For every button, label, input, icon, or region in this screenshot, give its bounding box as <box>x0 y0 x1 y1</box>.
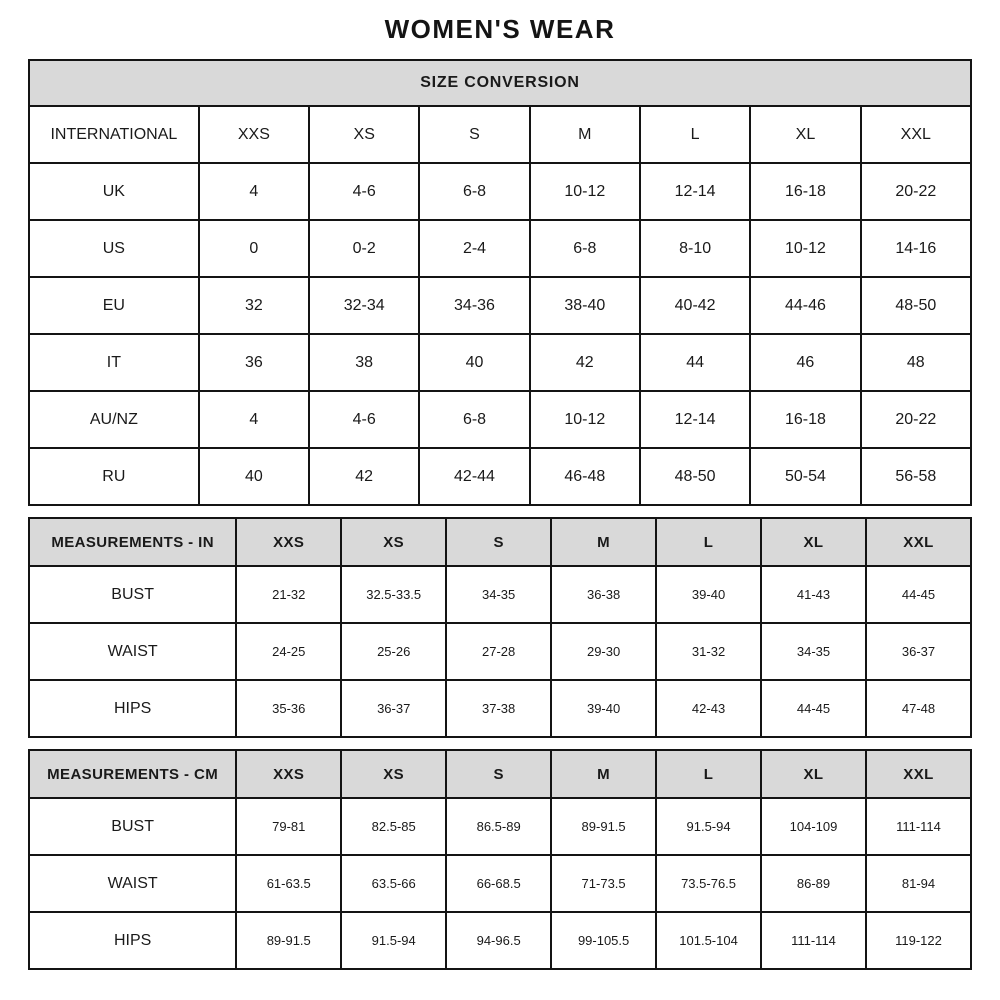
size-column-header: L <box>640 106 750 163</box>
table-cell: 71-73.5 <box>551 855 656 912</box>
row-label: WAIST <box>29 855 236 912</box>
size-column-header: XXL <box>861 106 971 163</box>
size_conversion-row <box>29 391 971 448</box>
table-cell: 10-12 <box>750 220 860 277</box>
table-cell: 63.5-66 <box>341 855 446 912</box>
table-cell: 0-2 <box>309 220 419 277</box>
size-column-header: S <box>446 750 551 798</box>
table-cell: 31-32 <box>656 623 761 680</box>
size-column-header: XXS <box>199 106 309 163</box>
table-cell: 34-35 <box>761 623 866 680</box>
table-cell: 119-122 <box>866 912 971 969</box>
table-cell: 24-25 <box>236 623 341 680</box>
table-cell: 16-18 <box>750 163 860 220</box>
table-cell: 36-37 <box>866 623 971 680</box>
table-cell: 41-43 <box>761 566 866 623</box>
row-label: US <box>29 220 199 277</box>
size-conversion-body <box>29 106 971 505</box>
size-column-header: XXS <box>236 518 341 566</box>
table-cell: 21-32 <box>236 566 341 623</box>
table-cell: 44 <box>640 334 750 391</box>
table-cell: 81-94 <box>866 855 971 912</box>
table-cell: 34-36 <box>419 277 529 334</box>
table-cell: 47-48 <box>866 680 971 737</box>
table-cell: 48-50 <box>861 277 971 334</box>
row-label: RU <box>29 448 199 505</box>
measurements-in-table <box>28 517 972 738</box>
table-cell: 91.5-94 <box>656 798 761 855</box>
table-cell: 4 <box>199 391 309 448</box>
size-conversion-banner-row <box>29 60 971 106</box>
table-cell: 42 <box>309 448 419 505</box>
table-cell: 44-46 <box>750 277 860 334</box>
table-cell: 48-50 <box>640 448 750 505</box>
table-cell: 86.5-89 <box>446 798 551 855</box>
table-cell: 40 <box>419 334 529 391</box>
size-column-header: XS <box>309 106 419 163</box>
table-title-cell: MEASUREMENTS - IN <box>29 518 236 566</box>
size-column-header: M <box>551 518 656 566</box>
table-cell: 99-105.5 <box>551 912 656 969</box>
table-cell: 50-54 <box>750 448 860 505</box>
table-cell: 10-12 <box>530 391 640 448</box>
row-label: EU <box>29 277 199 334</box>
size-column-header: M <box>551 750 656 798</box>
table-cell: 8-10 <box>640 220 750 277</box>
table-cell: 2-4 <box>419 220 529 277</box>
row-label: AU/NZ <box>29 391 199 448</box>
table-cell: 36-37 <box>341 680 446 737</box>
table-cell: 10-12 <box>530 163 640 220</box>
table-cell: 101.5-104 <box>656 912 761 969</box>
measurements-cm-body <box>29 750 971 969</box>
table-cell: 36-38 <box>551 566 656 623</box>
measurements_cm-row <box>29 855 971 912</box>
table-cell: 94-96.5 <box>446 912 551 969</box>
table-cell: 4-6 <box>309 391 419 448</box>
size-column-header: XL <box>750 106 860 163</box>
page-title: WOMEN'S WEAR <box>384 14 616 44</box>
size-column-header: XL <box>761 750 866 798</box>
size-column-header: L <box>656 518 761 566</box>
table-cell: 42-43 <box>656 680 761 737</box>
row-label: HIPS <box>29 912 236 969</box>
table-cell: 82.5-85 <box>341 798 446 855</box>
table-cell: 29-30 <box>551 623 656 680</box>
table-cell: 40-42 <box>640 277 750 334</box>
table-cell: 111-114 <box>866 798 971 855</box>
table-title-cell: INTERNATIONAL <box>29 106 199 163</box>
table-cell: 0 <box>199 220 309 277</box>
table-cell: 4 <box>199 163 309 220</box>
size-column-header: M <box>530 106 640 163</box>
row-label: UK <box>29 163 199 220</box>
measurements_cm-row <box>29 798 971 855</box>
table-cell: 40 <box>199 448 309 505</box>
table-cell: 42-44 <box>419 448 529 505</box>
measurements_in-row <box>29 680 971 737</box>
size-column-header: XS <box>341 518 446 566</box>
measurements-cm-table <box>28 749 972 970</box>
size-column-header: S <box>446 518 551 566</box>
table-cell: 6-8 <box>419 391 529 448</box>
table-cell: 42 <box>530 334 640 391</box>
size-conversion-title: SIZE CONVERSION <box>29 60 971 106</box>
measurements_cm-row <box>29 912 971 969</box>
table-cell: 48 <box>861 334 971 391</box>
size-column-header: L <box>656 750 761 798</box>
size-column-header: XXS <box>236 750 341 798</box>
size_conversion-row <box>29 277 971 334</box>
size_conversion-row <box>29 448 971 505</box>
table-cell: 44-45 <box>866 566 971 623</box>
table-cell: 16-18 <box>750 391 860 448</box>
size-column-header: XS <box>341 750 446 798</box>
size-conversion-table <box>28 59 972 506</box>
table-cell: 104-109 <box>761 798 866 855</box>
size-column-header: XXL <box>866 750 971 798</box>
table-cell: 36 <box>199 334 309 391</box>
table-cell: 73.5-76.5 <box>656 855 761 912</box>
table-cell: 38 <box>309 334 419 391</box>
table-cell: 6-8 <box>419 163 529 220</box>
table-cell: 12-14 <box>640 163 750 220</box>
table-cell: 14-16 <box>861 220 971 277</box>
measurements_in-row <box>29 623 971 680</box>
table-cell: 111-114 <box>761 912 866 969</box>
table-cell: 27-28 <box>446 623 551 680</box>
table-cell: 6-8 <box>530 220 640 277</box>
table-cell: 34-35 <box>446 566 551 623</box>
table-cell: 91.5-94 <box>341 912 446 969</box>
table-cell: 20-22 <box>861 391 971 448</box>
table-cell: 37-38 <box>446 680 551 737</box>
row-label: BUST <box>29 566 236 623</box>
row-label: WAIST <box>29 623 236 680</box>
table-cell: 56-58 <box>861 448 971 505</box>
table-cell: 66-68.5 <box>446 855 551 912</box>
table-cell: 39-40 <box>551 680 656 737</box>
table-cell: 46-48 <box>530 448 640 505</box>
size_conversion-header-row <box>29 106 971 163</box>
table-cell: 32-34 <box>309 277 419 334</box>
row-label: HIPS <box>29 680 236 737</box>
table-cell: 89-91.5 <box>551 798 656 855</box>
size_conversion-row <box>29 220 971 277</box>
measurements_in-header-row <box>29 518 971 566</box>
table-cell: 44-45 <box>761 680 866 737</box>
size-column-header: XXL <box>866 518 971 566</box>
table-cell: 12-14 <box>640 391 750 448</box>
measurements-in-body <box>29 518 971 737</box>
table-cell: 86-89 <box>761 855 866 912</box>
table-cell: 20-22 <box>861 163 971 220</box>
size-column-header: S <box>419 106 529 163</box>
row-label: IT <box>29 334 199 391</box>
table-title-cell: MEASUREMENTS - CM <box>29 750 236 798</box>
table-cell: 4-6 <box>309 163 419 220</box>
table-cell: 32 <box>199 277 309 334</box>
table-cell: 61-63.5 <box>236 855 341 912</box>
measurements_in-row <box>29 566 971 623</box>
table-cell: 25-26 <box>341 623 446 680</box>
size_conversion-row <box>29 163 971 220</box>
table-cell: 35-36 <box>236 680 341 737</box>
table-cell: 79-81 <box>236 798 341 855</box>
table-cell: 32.5-33.5 <box>341 566 446 623</box>
size-column-header: XL <box>761 518 866 566</box>
size_conversion-row <box>29 334 971 391</box>
table-cell: 89-91.5 <box>236 912 341 969</box>
table-cell: 39-40 <box>656 566 761 623</box>
row-label: BUST <box>29 798 236 855</box>
table-cell: 46 <box>750 334 860 391</box>
table-cell: 38-40 <box>530 277 640 334</box>
measurements_cm-header-row <box>29 750 971 798</box>
